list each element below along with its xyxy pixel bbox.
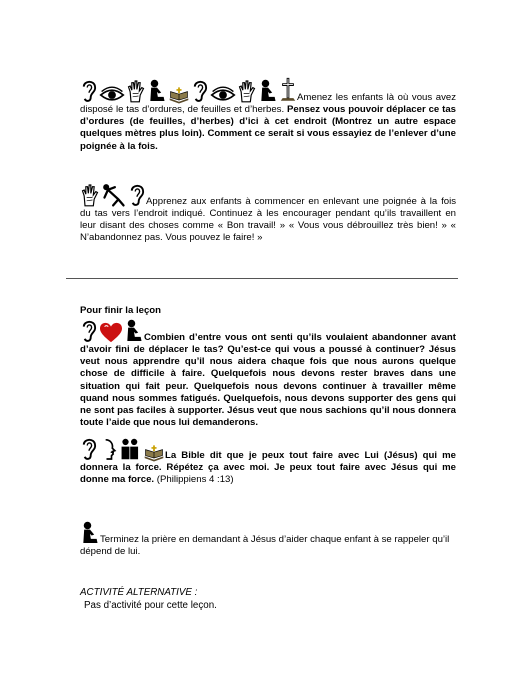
hand-icon [126, 78, 146, 104]
icon-row [80, 520, 100, 546]
icon-row [80, 318, 144, 344]
hand-icon [237, 78, 257, 104]
icon-row [80, 182, 146, 208]
instruction-text: Amenez les enfants là où vous avez disposé le tas d’ordures, de feuilles et d’herbes. [80, 91, 456, 115]
bible-cross-icon [168, 86, 190, 104]
ear-icon [80, 78, 98, 104]
bible-icon [143, 444, 165, 462]
kneeling-person-icon [124, 318, 144, 344]
prayer-text: Terminez la prière en demandant à Jésus d’aider chaque enfant à se rappeler qu’il dépend de lui. [80, 533, 450, 557]
alternative-activity-title: ACTIVITÉ ALTERNATIVE : [80, 587, 198, 598]
icon-row [80, 436, 165, 462]
closing-text: Combien d’entre vous ont senti qu’ils voulaient abandonner avant d’avoir fini de déplacer le tas? Qu’est-ce qui vous a poussé à continuer? Jésus veut nous apprendre qu’il nous aidera chaque fois que nous aurons quelque chose de difficile à faire. Quelquefois nous devons rester braves dans une situation qui fait peur. Quelquefois nous devons continuer à travailler même quand nous sommes fatigués. Quelquefois, nous devons supporter des gens qui ne sont pas faciles à supporter. Jésus veut que nous sachions qu’il nous donnera toute l’aide que nous lui demanderons. [80, 331, 456, 429]
kneeling-person-icon [147, 78, 167, 104]
eye-icon [210, 86, 236, 104]
paragraph-closing [80, 318, 456, 429]
hand-icon [80, 182, 100, 208]
verse-text: La Bible dit que je peux tout faire avec Lui (Jésus) qui me donnera la force. Répétez ça avec moi. Je peux tout faire avec Jésus qui me donne ma force. [80, 449, 456, 486]
paragraph-setup [80, 76, 456, 153]
ear-icon [128, 182, 146, 208]
paragraph-verse [80, 436, 456, 486]
exercise-person-icon [101, 182, 127, 208]
ear-icon [80, 318, 98, 344]
section-heading: Pour finir la leçon [80, 305, 162, 316]
paragraph-prayer [80, 520, 456, 558]
kneeling-person-icon [258, 78, 278, 104]
icon-row [80, 76, 297, 104]
activity-text: Apprenez aux enfants à commencer en enlevant une poignée à la fois du tas vers l’endroit indiqué. Continuez à les encourager pendant qu’ils travaillent en leur disant des choses comme « Bon travail! » « Vous vous débrouillez très bien! » « N’abandonnez pas. Vous pouvez le faire! » [80, 195, 456, 244]
group-icon [120, 436, 142, 462]
heart-icon [99, 322, 123, 344]
eye-icon [99, 86, 125, 104]
ear-icon [80, 436, 98, 462]
paragraph-activity [80, 182, 456, 245]
cross-icon [279, 76, 297, 104]
verse-reference: (Philippiens 4 :13) [154, 474, 234, 486]
question-text: Pensez vous pouvoir déplacer ce tas d’ordures (de feuilles, d’herbes) d’ici à cet endroit (Montrez un autre espace quelques mètres plus loin). Comment ce serait si vous essayiez de l’enlever d’une poignée à la fois. [80, 104, 457, 152]
section-divider [66, 278, 458, 279]
mouth-icon [99, 436, 119, 462]
alternative-activity-text: Pas d’activité pour cette leçon. [84, 600, 217, 611]
kneeling-person-icon [80, 520, 100, 546]
ear-icon [191, 78, 209, 104]
